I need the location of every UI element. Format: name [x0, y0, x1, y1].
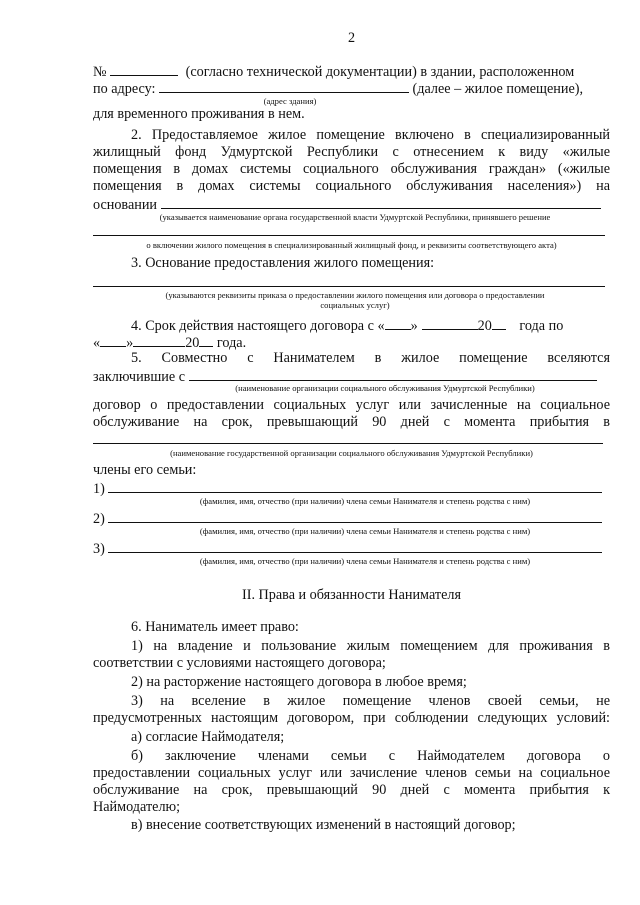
p4-end-year-prefix: 20 — [185, 335, 200, 351]
intro-line-3: для временного проживания в нем. — [93, 106, 305, 122]
p4-end-day-blank — [100, 333, 126, 347]
p4-month-blank — [422, 316, 478, 330]
p5-line-3: договор о предоставлении социальных услуг или зачисленные на социальное — [93, 397, 610, 413]
p4-end-month-blank — [133, 333, 185, 347]
condition-a: а) согласие Наймодателя; — [131, 729, 285, 745]
condition-b-line-3: обслуживание на срок, превышающий 90 дней с момента прибытия к — [93, 782, 610, 798]
p5-line-5: члены его семьи: — [93, 462, 197, 478]
p5-caption-2: (наименование государственной организации социального обслуживания Удмуртской Республики) — [170, 448, 533, 458]
p4-year-word: года. — [216, 335, 247, 351]
p4-year-blank — [492, 316, 506, 330]
p3-line-1: 3. Основание предоставления жилого помещения: — [131, 255, 435, 271]
condition-b-line-1: б) заключение членами семьи с Наймодателем договора о — [131, 748, 610, 764]
p4-start-text: 4. Срок действия настоящего договора с « — [131, 318, 385, 334]
member-2-blank — [108, 509, 602, 523]
p5-line-4: обслуживание на срок, превышающий 90 дней с момента прибытия в — [93, 414, 610, 430]
p5-caption-1: (наименование организации социального обслуживания Удмуртской Республики) — [235, 383, 535, 393]
p5-line-1: 5. Совместно с Нанимателем в жилое помещение вселяются — [131, 350, 610, 366]
p2-blank-line — [93, 235, 605, 236]
p3-caption-2: социальных услуг) — [320, 300, 390, 310]
address-caption: (адрес здания) — [263, 96, 317, 106]
p3-caption-1: (указываются реквизиты приказа о предоставлении жилого помещения или договора о предоставлении — [165, 290, 545, 300]
member-2-caption: (фамилия, имя, отчество (при наличии) члена семьи Нанимателя и степень родства с ним) — [199, 526, 531, 536]
member-3-caption: (фамилия, имя, отчество (при наличии) члена семьи Нанимателя и степень родства с ним) — [199, 556, 531, 566]
right-2: 2) на расторжение настоящего договора в любое время; — [131, 674, 467, 690]
member-1-caption: (фамилия, имя, отчество (при наличии) члена семьи Нанимателя и степень родства с ним) — [199, 496, 531, 506]
condition-b-line-2: предоставлении социальных услуг или зачисление членов семьи на социальное — [93, 765, 610, 781]
room-number-blank — [110, 62, 178, 76]
p4-day-blank — [385, 316, 411, 330]
p6-heading: 6. Наниматель имеет право: — [131, 619, 299, 635]
right-3-line-1: 3) на вселение в жилое помещение членов своей семьи, не — [131, 693, 610, 709]
p4-quote-open: « — [93, 335, 101, 351]
intro-text-2: (далее – жилое помещение), — [412, 81, 584, 97]
address-label: по адресу: — [93, 81, 156, 97]
member-3-blank — [108, 539, 602, 553]
section-2-title: II. Права и обязанности Нанимателя — [242, 587, 461, 603]
p2-basis-label: основании — [93, 197, 158, 213]
intro-line-2 — [93, 79, 610, 98]
p4-until-text: года по — [519, 318, 564, 334]
p4-end-year-blank — [199, 333, 213, 347]
p4-quote: » — [410, 318, 418, 334]
number-sign: № — [93, 64, 107, 80]
condition-v: в) внесение соответствующих изменений в настоящий договор; — [131, 817, 516, 833]
member-1-label: 1) — [93, 481, 105, 497]
address-blank — [159, 79, 409, 93]
p5-blank-line — [93, 443, 603, 444]
right-1-line-2: соответствии с условиями настоящего договора; — [93, 655, 386, 671]
member-2-label: 2) — [93, 511, 105, 527]
p2-caption-2: о включении жилого помещения в специализированный жилищный фонд, и реквизиты соответствующего акта) — [146, 240, 557, 250]
p2-line-3: помещения в домах системы социального обслуживания граждан» («жилые — [93, 161, 610, 177]
p4-year-prefix: 20 — [477, 318, 492, 334]
condition-b-line-4: Наймодателю; — [93, 799, 181, 815]
p2-caption-1: (указывается наименование органа государственной власти Удмуртской Республики, принявшего решение — [159, 212, 551, 222]
intro-text-1: (согласно технической документации) в здании, расположенном — [185, 64, 575, 80]
p2-line-1: 2. Предоставляемое жилое помещение включено в специализированный — [131, 127, 610, 143]
p5-org-blank — [189, 367, 597, 381]
right-3-line-2: предусмотренных настоящим договором, при соблюдении следующих условий: — [93, 710, 610, 726]
p5-concluded-label: заключившие с — [93, 369, 186, 385]
member-3-label: 3) — [93, 541, 105, 557]
page-number: 2 — [347, 30, 356, 46]
p4-quote-close: » — [126, 335, 134, 351]
p3-blank-line — [93, 286, 605, 287]
p2-line-2: жилищный фонд Удмуртской Республики с отнесением к виду «жилые — [93, 144, 610, 160]
member-1-blank — [108, 479, 602, 493]
p2-line-4: помещения в домах системы социального обслуживания населения») на — [93, 178, 610, 194]
right-1-line-1: 1) на владение и пользование жилым помещением для проживания в — [131, 638, 610, 654]
p2-basis-blank — [161, 195, 601, 209]
